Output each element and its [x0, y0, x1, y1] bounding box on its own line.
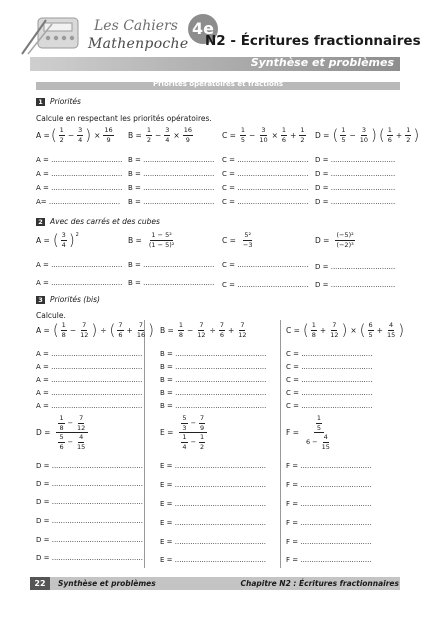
- footer-left-text: Synthèse et problèmes: [58, 579, 156, 588]
- answer-1A-line-3[interactable]: A = ................................: [36, 184, 123, 192]
- answer-3C-line-1[interactable]: C = ................................: [286, 350, 373, 358]
- section-1-instruction: Calcule en respectant les priorités opératoires.: [36, 114, 212, 123]
- logo-top-text: Les Cahiers: [94, 18, 178, 34]
- section-1-number: 1: [36, 98, 45, 106]
- answer-2A-line-1[interactable]: A = ................................: [36, 261, 123, 269]
- answer-1D-line-4[interactable]: D = .............................: [315, 198, 396, 206]
- answer-1C-line-2[interactable]: C = ................................: [222, 170, 309, 178]
- section-2-number: 2: [36, 218, 45, 226]
- expr-1D: D = ( $\frac{1}{5}$ − $\frac{3}{10}$ ) ( $\frac{1}{6}$ + $\frac{1}{2}$ ): [315, 125, 420, 144]
- answer-3D-line-5[interactable]: D = .........................................: [36, 536, 143, 544]
- grade-badge: 4e: [188, 14, 218, 44]
- answer-3E-line-6[interactable]: E = .........................................: [160, 556, 266, 564]
- banner-text: Synthèse et problèmes: [250, 56, 394, 69]
- section-3-heading: [36, 295, 100, 304]
- expr-3D: D = $\frac{1}{8}$ − $\frac{7}{12}$ $\frac{5}{6}$ − $\frac{4}{15}$: [36, 415, 89, 450]
- section-3-title: Priorités (bis): [50, 295, 100, 304]
- expr-1B: B = $\frac{1}{2}$ − $\frac{3}{4}$ × $\frac{16}{9}$: [128, 126, 192, 144]
- answer-2B-line-1[interactable]: B = ................................: [128, 261, 215, 269]
- page-number: 22: [30, 577, 50, 590]
- subtitle-text: Priorités opératoires et fractions: [152, 80, 284, 88]
- footer-right-text: Chapitre N2 : Écritures fractionnaires: [240, 579, 399, 588]
- logo-main-text: Mathenpoche: [88, 36, 189, 52]
- answer-1B-line-1[interactable]: B = ................................: [128, 156, 215, 164]
- answer-2A-line-2[interactable]: A = ................................: [36, 279, 123, 287]
- answer-2C-line-2[interactable]: C = ................................: [222, 281, 309, 289]
- answer-3D-line-3[interactable]: D = .........................................: [36, 498, 143, 506]
- answer-3E-line-1[interactable]: E = .........................................: [160, 462, 266, 470]
- answer-3A-line-3[interactable]: A = .........................................: [36, 376, 143, 384]
- answer-1B-line-2[interactable]: B = ................................: [128, 170, 215, 178]
- expr-3C: C = ( $\frac{1}{8}$ + $\frac{7}{12}$ ) × ( $\frac{6}{5}$ + $\frac{4}{15}$ ): [286, 320, 405, 339]
- column-divider-1: [144, 320, 145, 568]
- answer-3D-line-4[interactable]: D = .........................................: [36, 517, 143, 525]
- answer-1C-line-1[interactable]: C = ................................: [222, 156, 309, 164]
- section-2-title: Avec des carrés et des cubes: [50, 217, 160, 226]
- answer-3A-line-4[interactable]: A = .........................................: [36, 389, 143, 397]
- answer-3E-line-5[interactable]: E = .........................................: [160, 538, 266, 546]
- answer-1D-line-1[interactable]: D = .............................: [315, 156, 396, 164]
- expr-3A: A = ( $\frac{1}{8}$ − $\frac{7}{12}$ ) ÷ ( $\frac{7}{6}$ + $\frac{7}{16}$ ): [36, 320, 154, 339]
- answer-3E-line-3[interactable]: E = .........................................: [160, 500, 266, 508]
- section-3-number: 3: [36, 296, 45, 304]
- page-title: N2 - Écritures fractionnaires: [205, 33, 421, 49]
- answer-1A-line-4[interactable]: A= ................................: [36, 198, 121, 206]
- answer-3D-line-6[interactable]: D = .........................................: [36, 554, 143, 562]
- answer-3B-line-2[interactable]: B = .........................................: [160, 363, 267, 371]
- answer-3B-line-3[interactable]: B = .........................................: [160, 376, 267, 384]
- answer-3E-line-2[interactable]: E = .........................................: [160, 481, 266, 489]
- expr-2D: D = $\frac{\text{(−5)²}}{\text{(−2)³}}$: [315, 231, 354, 249]
- subtitle-bar: [36, 82, 400, 90]
- section-1-title: Priorités: [50, 97, 81, 106]
- expr-3B: B = $\frac{1}{8}$ − $\frac{7}{12}$ ÷ $\frac{7}{6}$ + $\frac{7}{12}$: [160, 321, 247, 339]
- answer-3A-line-5[interactable]: A = .........................................: [36, 402, 143, 410]
- logo: [18, 14, 218, 58]
- section-1-heading: [36, 97, 81, 106]
- answer-1D-line-3[interactable]: D = .............................: [315, 184, 396, 192]
- expr-3F: F = $\frac{1}{5}$ 6 − $\frac{4}{15}$: [286, 414, 330, 451]
- section-banner: [30, 57, 400, 71]
- column-divider-2: [280, 320, 281, 568]
- answer-2D-line-2[interactable]: D = .............................: [315, 281, 396, 289]
- section-2-heading: [36, 217, 160, 226]
- expr-1A: A = ( $\frac{1}{2}$ − $\frac{3}{4}$ ) × $\frac{16}{9}$: [36, 125, 113, 144]
- answer-1B-line-4[interactable]: B = ................................: [128, 198, 215, 206]
- answer-3A-line-1[interactable]: A = .........................................: [36, 350, 143, 358]
- answer-3B-line-5[interactable]: B = .........................................: [160, 402, 267, 410]
- answer-3D-line-1[interactable]: D = .........................................: [36, 462, 143, 470]
- answer-1C-line-3[interactable]: C = ................................: [222, 184, 309, 192]
- answer-2B-line-2[interactable]: B = ................................: [128, 279, 215, 287]
- answer-3F-line-3[interactable]: F = ................................: [286, 500, 372, 508]
- answer-1A-line-1[interactable]: A = ................................: [36, 156, 123, 164]
- answer-1C-line-4[interactable]: C = ................................: [222, 198, 309, 206]
- answer-1A-line-2[interactable]: A = ................................: [36, 170, 123, 178]
- answer-3F-line-2[interactable]: F = ................................: [286, 481, 372, 489]
- expr-2A: A = ( $\frac{3}{4}$ ) $^2$: [36, 230, 79, 249]
- answer-3D-line-2[interactable]: D = .........................................: [36, 480, 143, 488]
- answer-3F-line-4[interactable]: F = ................................: [286, 519, 372, 527]
- expr-2C: C = $\frac{\text{5²}}{-3}$: [222, 231, 253, 249]
- logo-calculator-icon: [18, 14, 84, 58]
- answer-3B-line-4[interactable]: B = .........................................: [160, 389, 267, 397]
- answer-2C-line-1[interactable]: C = ................................: [222, 261, 309, 269]
- expr-1C: C = $\frac{1}{5}$ − $\frac{3}{10}$ × $\frac{1}{6}$ + $\frac{1}{2}$: [222, 126, 305, 144]
- answer-3F-line-6[interactable]: F = ................................: [286, 556, 372, 564]
- answer-3A-line-2[interactable]: A = .........................................: [36, 363, 143, 371]
- expr-2B: B = $\frac{\text{1 − 5²}}{\text{(1 − 5)²}}$: [128, 231, 175, 249]
- answer-3C-line-2[interactable]: C = ................................: [286, 363, 373, 371]
- answer-3F-line-1[interactable]: F = ................................: [286, 462, 372, 470]
- answer-3B-line-1[interactable]: B = .........................................: [160, 350, 267, 358]
- section-3-instruction: Calcule.: [36, 311, 66, 320]
- answer-3E-line-4[interactable]: E = .........................................: [160, 519, 266, 527]
- answer-2D-line-1[interactable]: D = .............................: [315, 263, 396, 271]
- answer-3C-line-3[interactable]: C = ................................: [286, 376, 373, 384]
- answer-3C-line-4[interactable]: C = ................................: [286, 389, 373, 397]
- expr-3E: E = $\frac{5}{3}$ − $\frac{7}{9}$ $\frac{1}{4}$ − $\frac{1}{2}$: [160, 415, 208, 450]
- answer-3C-line-5[interactable]: C = ................................: [286, 402, 373, 410]
- answer-1D-line-2[interactable]: D = .............................: [315, 170, 396, 178]
- answer-3F-line-5[interactable]: F = ................................: [286, 538, 372, 546]
- answer-1B-line-3[interactable]: B = ................................: [128, 184, 215, 192]
